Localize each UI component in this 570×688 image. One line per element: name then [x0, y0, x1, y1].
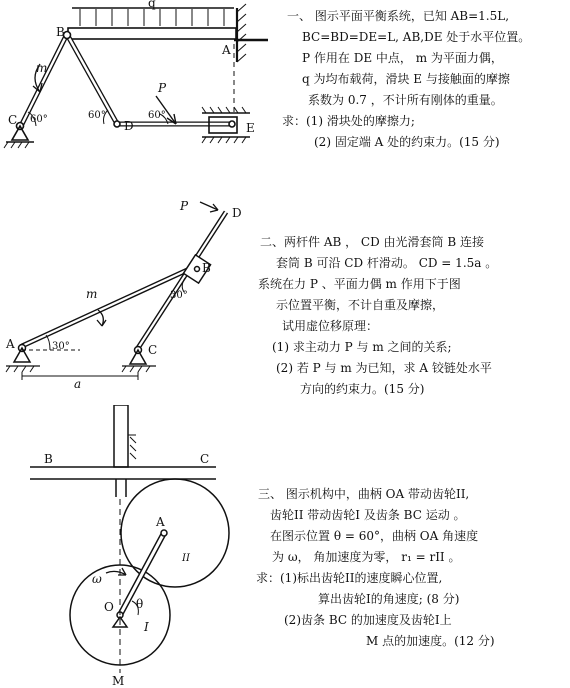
problem-3-line-7: (2)齿条 BC 的加速度及齿轮I上 — [284, 613, 452, 627]
label-c3: C — [200, 452, 210, 466]
label-c2: C — [148, 343, 158, 357]
label-b3: B — [44, 452, 53, 466]
label-angle-c: 60° — [30, 114, 48, 125]
label-d: D — [124, 119, 134, 133]
label-a: A — [222, 43, 231, 57]
label-gear-ii: II — [182, 553, 190, 564]
problem-1-line-4: q 为均布载荷，滑块 E 与接触面的摩擦 — [302, 72, 510, 86]
label-d2: D — [232, 206, 242, 220]
problem-3-line-2: 齿轮II 带动齿轮I 及齿条 BC 运动 。 — [270, 508, 466, 522]
problem-1-line-1: 一、 图示平面平衡系统，已知 AB=1.5L, — [287, 9, 510, 23]
label-o: O — [104, 600, 114, 614]
label-q: q — [148, 0, 156, 10]
problem-2-line-8: 方向的约束力。(15 分) — [300, 382, 425, 396]
label-c: C — [8, 113, 18, 127]
label-b: B — [56, 25, 65, 39]
problem-1-line-6: 求：(1) 滑块处的摩擦力; — [282, 114, 415, 128]
label-a2: A — [6, 337, 15, 351]
problem-1-line-7: (2) 固定端 A 处的约束力。(15 分) — [314, 135, 500, 149]
label-e: E — [246, 121, 255, 135]
problem-1-line-2: BC=BD=DE=L, AB,DE 处于水平位置。 — [302, 30, 531, 44]
problem-2-line-6: (1) 求主动力 P 与 m 之间的关系; — [272, 340, 452, 354]
label-angle-d: 60° — [88, 110, 106, 121]
problem-3-line-8: M 点的加速度。(12 分) — [366, 634, 495, 648]
problem-2-line-1: 二、两杆件 AB ， CD 由光滑套筒 B 连接 — [260, 235, 484, 249]
problem-2-line-4: 示位置平衡，不计自重及摩擦， — [276, 298, 445, 312]
label-angle-p: 60° — [148, 110, 166, 121]
label-angle-b: 30° — [170, 290, 188, 301]
problem-2-line-3: 系统在力 P 、平面力偶 m 作用下于图 — [258, 277, 461, 291]
problem-2-line-2: 套筒 B 可沿 CD 杆滑动。 CD = 1.5a 。 — [276, 256, 498, 270]
label-omega: ω — [92, 572, 102, 586]
problem-3-line-1: 三、 图示机构中，曲柄 OA 带动齿轮II, — [258, 487, 470, 501]
label-p2: P — [180, 199, 189, 213]
problem-3-line-3: 在图示位置 θ = 60°，曲柄 OA 角速度 — [270, 529, 479, 543]
problem-2-line-7: (2) 若 P 与 m 为已知，求 A 铰链处水平 — [276, 361, 492, 375]
label-theta: θ — [136, 597, 144, 611]
problem-1-line-3: P 作用在 DE 中点， m 为平面力偶， — [302, 51, 503, 65]
problem-3-line-6: 算出齿轮I的角速度; (8 分) — [318, 592, 460, 606]
problem-3-line-5: 求：(1)标出齿轮II的速度瞬心位置, — [256, 571, 443, 585]
label-angle-a: 30° — [52, 341, 70, 352]
label-b2: B — [202, 261, 211, 275]
label-m2: m — [86, 287, 98, 301]
label-m: m — [36, 61, 48, 75]
problem-3-line-4: 为 ω， 角加速度为零， r₁ = rII 。 — [272, 550, 461, 564]
label-a3: A — [156, 515, 165, 529]
label-p: P — [158, 81, 167, 95]
problem-1-line-5: 系数为 0.7 ，不计所有刚体的重量。 — [308, 93, 503, 107]
label-a-dim: a — [74, 377, 82, 390]
problem-2-line-5: 试用虚位移原理： — [282, 319, 379, 333]
label-m3: M — [112, 674, 125, 688]
label-gear-i: I — [144, 620, 149, 634]
